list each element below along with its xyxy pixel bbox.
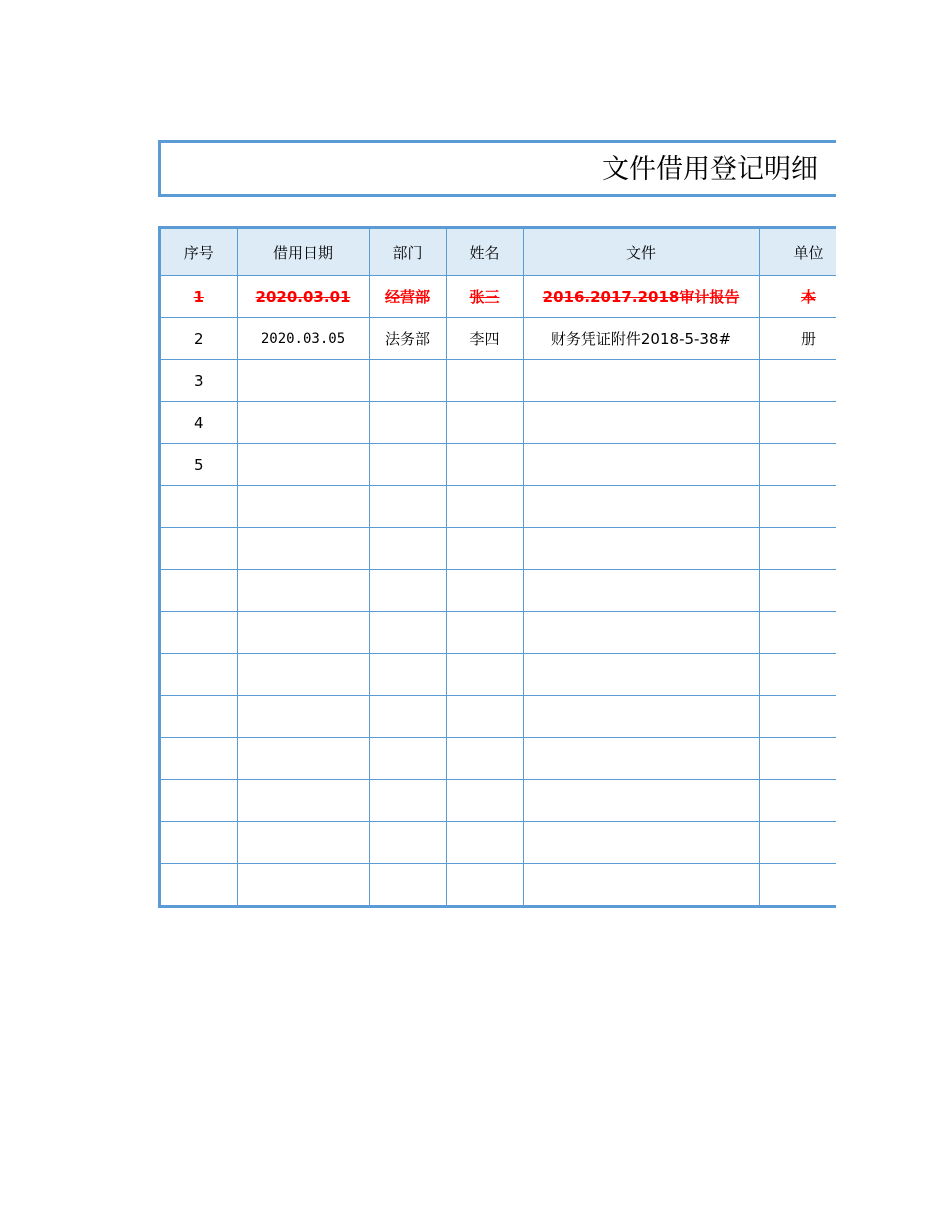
cell-date[interactable]	[237, 738, 369, 780]
table-row	[161, 318, 836, 360]
table-row	[161, 822, 836, 864]
title-box	[158, 140, 836, 197]
cell-department[interactable]	[369, 486, 446, 528]
cell-document[interactable]	[523, 612, 759, 654]
cell-name[interactable]	[446, 402, 523, 444]
cell-name[interactable]	[446, 654, 523, 696]
cell-name[interactable]	[446, 612, 523, 654]
cell-document[interactable]	[523, 402, 759, 444]
cell-name[interactable]	[446, 528, 523, 570]
cell-document[interactable]	[523, 654, 759, 696]
cell-department[interactable]	[369, 444, 446, 486]
table-row	[161, 276, 836, 318]
cell-index[interactable]: 2	[161, 318, 237, 360]
cell-document[interactable]	[523, 780, 759, 822]
cell-name[interactable]	[446, 444, 523, 486]
cell-index[interactable]: 1	[161, 276, 237, 318]
page-title: 文件借用登记明细	[602, 154, 818, 185]
cell-index[interactable]: 4	[161, 402, 237, 444]
cell-name[interactable]	[446, 360, 523, 402]
header-cell-name[interactable]: 姓名	[446, 229, 523, 276]
cell-unit[interactable]	[759, 738, 836, 780]
table-row	[161, 864, 836, 906]
table-row	[161, 570, 836, 612]
cell-document[interactable]	[523, 360, 759, 402]
cell-index[interactable]	[161, 822, 237, 864]
cell-name[interactable]	[446, 570, 523, 612]
cell-unit[interactable]	[759, 696, 836, 738]
borrow-register-table	[161, 229, 836, 905]
table-row	[161, 444, 836, 486]
cell-index[interactable]	[161, 654, 237, 696]
cell-department[interactable]: 法务部	[369, 318, 446, 360]
cell-document[interactable]	[523, 696, 759, 738]
cell-name[interactable]	[446, 486, 523, 528]
header-cell-document[interactable]: 文件	[523, 229, 759, 276]
cell-unit[interactable]	[759, 570, 836, 612]
cell-date[interactable]	[237, 780, 369, 822]
cell-department[interactable]	[369, 528, 446, 570]
cell-department[interactable]	[369, 402, 446, 444]
cell-department[interactable]	[369, 738, 446, 780]
cell-department[interactable]	[369, 696, 446, 738]
cell-date[interactable]	[237, 696, 369, 738]
cell-date[interactable]: 2020.03.05	[237, 318, 369, 360]
cell-unit[interactable]	[759, 444, 836, 486]
cell-document[interactable]	[523, 444, 759, 486]
table-row	[161, 696, 836, 738]
cell-unit[interactable]: 本	[759, 276, 836, 318]
table-row	[161, 612, 836, 654]
cell-unit[interactable]	[759, 822, 836, 864]
cell-name[interactable]	[446, 822, 523, 864]
cell-date[interactable]	[237, 402, 369, 444]
table-row	[161, 402, 836, 444]
cell-document[interactable]: 财务凭证附件2018-5-38#	[523, 318, 759, 360]
cell-document[interactable]	[523, 570, 759, 612]
cell-date[interactable]	[237, 570, 369, 612]
cell-unit[interactable]	[759, 528, 836, 570]
cell-unit[interactable]	[759, 402, 836, 444]
cell-unit[interactable]	[759, 654, 836, 696]
cell-index[interactable]	[161, 738, 237, 780]
cell-name[interactable]: 李四	[446, 318, 523, 360]
cell-index[interactable]	[161, 570, 237, 612]
cell-index[interactable]	[161, 780, 237, 822]
table-row	[161, 528, 836, 570]
borrow-register-table-frame	[158, 226, 836, 908]
header-cell-department[interactable]: 部门	[369, 229, 446, 276]
table-row	[161, 360, 836, 402]
cell-department[interactable]: 经营部	[369, 276, 446, 318]
cell-document[interactable]	[523, 486, 759, 528]
cell-document[interactable]	[523, 864, 759, 906]
cell-department[interactable]	[369, 780, 446, 822]
cell-document[interactable]: 2016.2017.2018审计报告	[523, 276, 759, 318]
header-cell-unit[interactable]: 单位	[759, 229, 836, 276]
cell-name[interactable]	[446, 738, 523, 780]
cell-department[interactable]	[369, 612, 446, 654]
header-cell-date[interactable]: 借用日期	[237, 229, 369, 276]
cell-department[interactable]	[369, 570, 446, 612]
table-row	[161, 738, 836, 780]
cell-unit[interactable]	[759, 864, 836, 906]
cell-unit[interactable]	[759, 486, 836, 528]
header-cell-index[interactable]: 序号	[161, 229, 237, 276]
cell-index[interactable]: 3	[161, 360, 237, 402]
cell-name[interactable]	[446, 696, 523, 738]
cell-index[interactable]	[161, 486, 237, 528]
cell-department[interactable]	[369, 822, 446, 864]
cell-date[interactable]: 2020.03.01	[237, 276, 369, 318]
cell-index[interactable]	[161, 696, 237, 738]
table-row	[161, 486, 836, 528]
cell-unit[interactable]	[759, 360, 836, 402]
cell-date[interactable]	[237, 528, 369, 570]
cell-index[interactable]	[161, 612, 237, 654]
cell-unit[interactable]	[759, 612, 836, 654]
cell-date[interactable]	[237, 612, 369, 654]
cell-date[interactable]	[237, 444, 369, 486]
cell-index[interactable]	[161, 528, 237, 570]
cell-index[interactable]	[161, 864, 237, 906]
table-row	[161, 654, 836, 696]
table-row	[161, 780, 836, 822]
cell-unit[interactable]	[759, 780, 836, 822]
cell-date[interactable]	[237, 864, 369, 906]
cell-document[interactable]	[523, 738, 759, 780]
cell-document[interactable]	[523, 822, 759, 864]
cell-department[interactable]	[369, 360, 446, 402]
cell-document[interactable]	[523, 528, 759, 570]
cell-date[interactable]	[237, 822, 369, 864]
cell-date[interactable]	[237, 486, 369, 528]
cell-index[interactable]: 5	[161, 444, 237, 486]
cell-date[interactable]	[237, 654, 369, 696]
cell-name[interactable]: 张三	[446, 276, 523, 318]
cell-department[interactable]	[369, 654, 446, 696]
cell-name[interactable]	[446, 864, 523, 906]
table-body	[161, 276, 836, 906]
header-row	[161, 229, 836, 276]
cell-name[interactable]	[446, 780, 523, 822]
cell-department[interactable]	[369, 864, 446, 906]
cell-unit[interactable]: 册	[759, 318, 836, 360]
cell-date[interactable]	[237, 360, 369, 402]
